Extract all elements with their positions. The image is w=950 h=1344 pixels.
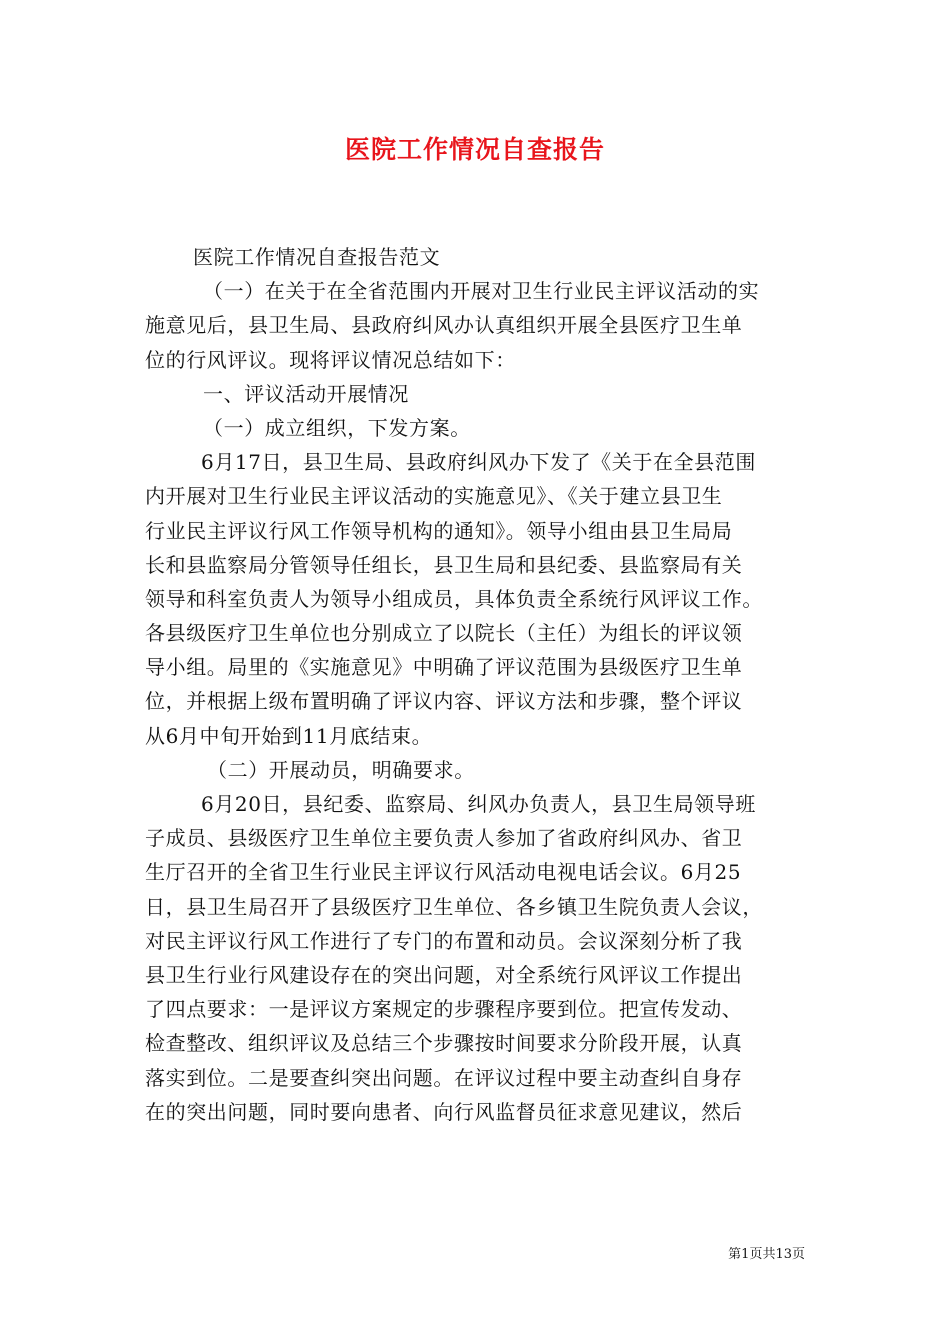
text-line: 内开展对卫生行业民主评议活动的实施意见》、《关于建立县卫生 xyxy=(145,484,723,509)
text-line: 导小组。局里的《实施意见》中明确了评议范围为县级医疗卫生单 xyxy=(145,655,743,680)
text-line: 一、评议活动开展情况 xyxy=(203,381,409,406)
text-line: 检查整改、组织评议及总结三个步骤按时间要求分阶段开展，认真 xyxy=(145,1031,743,1056)
text-line: （一）在关于在全省范围内开展对卫生行业民主评议活动的实 xyxy=(203,279,760,304)
text-line: 6月17日，县卫生局、县政府纠风办下发了《关于在全县范围 xyxy=(201,450,756,475)
text-line: 在的突出问题，同时要向患者、向行风监督员征求意见建议，然后 xyxy=(145,1099,743,1124)
text-line: 子成员、县级医疗卫生单位主要负责人参加了省政府纠风办、省卫 xyxy=(145,826,743,851)
text-line: 落实到位。二是要查纠突出问题。在评议过程中要主动查纠自身存 xyxy=(145,1065,743,1090)
text-line: 各县级医疗卫生单位也分别成立了以院长（主任）为组长的评议领 xyxy=(145,621,743,646)
document-title: 医院工作情况自查报告 xyxy=(344,135,605,164)
text-line: 长和县监察局分管领导任组长，县卫生局和县纪委、县监察局有关 xyxy=(145,552,743,577)
text-line: 了四点要求：一是评议方案规定的步骤程序要到位。把宣传发动、 xyxy=(145,997,743,1022)
text-line: 位，并根据上级布置明确了评议内容、评议方法和步骤，整个评议 xyxy=(145,689,743,714)
document-body xyxy=(145,240,805,1129)
text-line: 医院工作情况自查报告范文 xyxy=(193,245,441,269)
text-line: 施意见后，县卫生局、县政府纠风办认真组织开展全县医疗卫生单 xyxy=(145,313,743,338)
text-line: 行业民主评议行风工作领导机构的通知》。领导小组由县卫生局局 xyxy=(145,518,733,543)
text-line: 生厅召开的全省卫生行业民主评议行风活动电视电话会议。6月25 xyxy=(145,860,742,885)
text-line: 对民主评议行风工作进行了专门的布置和动员。会议深刻分析了我 xyxy=(145,928,743,953)
text-line: （一）成立组织，下发方案。 xyxy=(203,415,471,440)
text-line: 6月20日，县纪委、监察局、纠风办负责人，县卫生局领导班 xyxy=(201,792,756,816)
text-line: （二）开展动员，明确要求。 xyxy=(207,757,475,782)
text-line: 领导和科室负责人为领导小组成员，具体负责全系统行风评议工作。 xyxy=(145,586,763,611)
text-line: 位的行风评议。现将评议情况总结如下： xyxy=(145,347,516,372)
text-line: 日，县卫生局召开了县级医疗卫生单位、各乡镇卫生院负责人会议， xyxy=(145,894,763,919)
page-number-footer: 第1页共13页 xyxy=(728,1247,805,1262)
text-line: 从6月中旬开始到11月底结束。 xyxy=(145,723,433,748)
text-line: 县卫生行业行风建设存在的突出问题，对全系统行风评议工作提出 xyxy=(145,962,743,987)
